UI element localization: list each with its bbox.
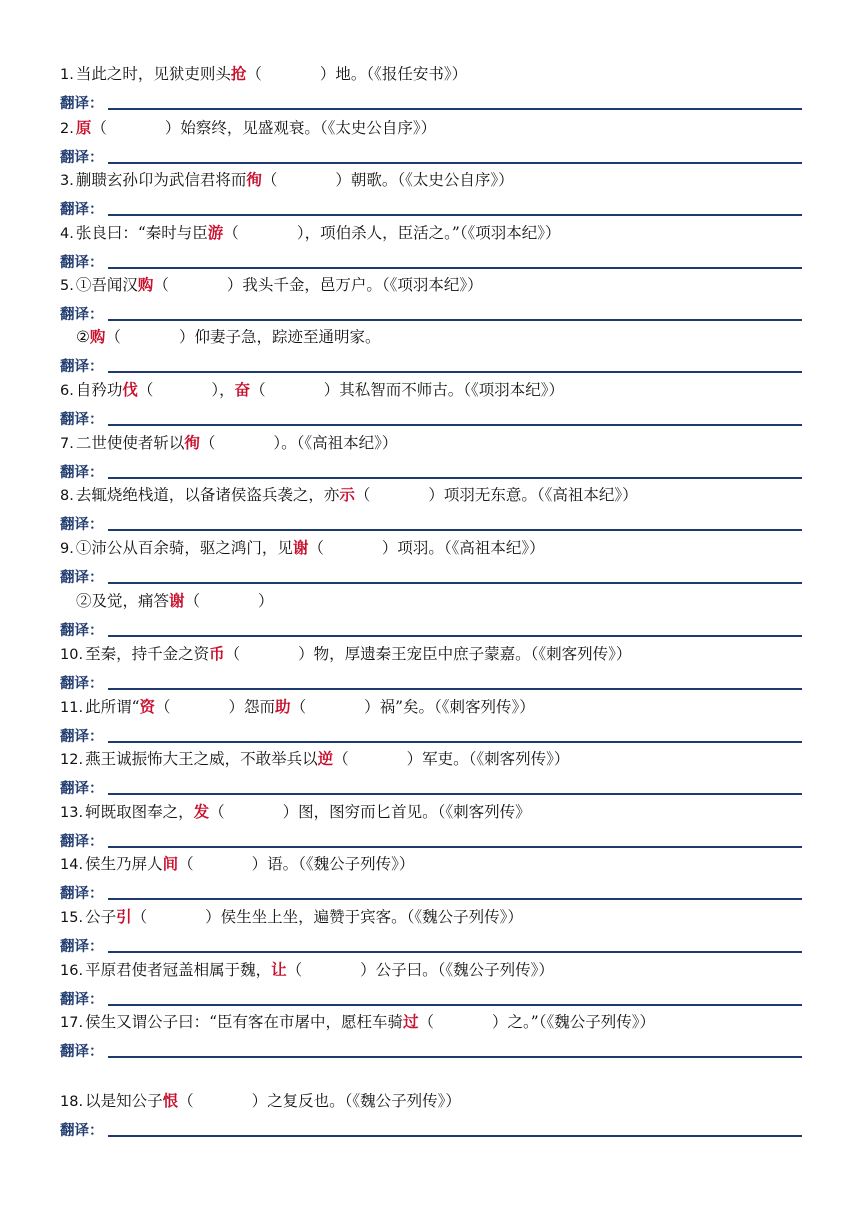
question-text: 轲既取图奉之，: [85, 803, 194, 821]
translation-line: [60, 932, 802, 958]
translation-answer-line[interactable]: [108, 371, 803, 373]
question-text: ②及觉，痛答: [76, 592, 170, 610]
question-line: [76, 324, 802, 350]
translation-label: 翻译：: [60, 729, 104, 745]
blank-open-paren: （: [178, 1092, 194, 1110]
question-source: ）仰妻子急，踪迹至通明家。: [178, 328, 381, 346]
translation-answer-line[interactable]: [108, 688, 803, 690]
translation-answer-line[interactable]: [108, 162, 803, 164]
keyword: 购: [89, 327, 106, 346]
blank-open-paren: （: [308, 539, 324, 557]
blank-open-paren: （: [224, 645, 241, 663]
translation-label: 翻译：: [60, 465, 104, 481]
translation-answer-line[interactable]: [108, 424, 803, 426]
blank-open-paren: （: [184, 592, 201, 610]
question-line: [60, 746, 802, 772]
blank-open-paren: （: [418, 1013, 435, 1031]
translation-label: 翻译：: [60, 939, 104, 955]
question-line: [60, 482, 802, 508]
question-number: 7.: [60, 436, 74, 452]
keyword: 过: [403, 1012, 419, 1031]
keyword: 谢: [169, 591, 185, 610]
question-line: [60, 220, 802, 246]
translation-label: 翻译：: [60, 676, 104, 692]
question-number: 8.: [60, 488, 74, 504]
translation-line: [60, 722, 802, 748]
keyword: 逆: [317, 749, 334, 768]
question-text: ①吾闻汉: [75, 276, 138, 294]
blank-open-paren: （: [290, 698, 307, 716]
question-line: [76, 588, 802, 614]
question-text: ②: [76, 328, 90, 346]
translation-answer-line[interactable]: [108, 582, 803, 584]
question-number: 4.: [60, 226, 74, 242]
translation-label: 翻译：: [60, 886, 104, 902]
keyword: 引: [116, 907, 132, 926]
keyword: 谢: [292, 538, 309, 557]
translation-label: 翻译：: [60, 781, 104, 797]
question-number: 15.: [60, 910, 84, 926]
translation-label: 翻译：: [60, 202, 104, 218]
blank-open-paren: （: [155, 698, 171, 716]
question-source: ）我头千金，邑万户。（《项羽本纪》）: [226, 276, 483, 294]
keyword: 奋: [234, 380, 251, 399]
translation-line: [60, 143, 802, 169]
question-number: 2.: [60, 121, 74, 137]
translation-line: [60, 248, 802, 274]
question-text: 至秦，持千金之资: [85, 645, 210, 663]
question-text: ）怨而: [228, 698, 276, 716]
question-text: 张良曰：“秦时与臣: [75, 224, 208, 242]
translation-answer-line[interactable]: [108, 846, 803, 848]
question-text: 自矜功: [75, 381, 123, 399]
keyword: 抢: [230, 64, 247, 83]
blank-open-paren: （: [137, 381, 154, 399]
question-source: ）朝歌。（《太史公自序》）: [335, 171, 514, 189]
blank-open-paren: （: [105, 328, 121, 346]
blank-open-paren: （: [209, 803, 225, 821]
question-line: [60, 430, 802, 456]
question-source: ）。（《高祖本纪》）: [273, 434, 398, 452]
translation-line: [60, 195, 802, 221]
translation-label: 翻译：: [60, 412, 104, 428]
translation-line: [60, 827, 802, 853]
translation-answer-line[interactable]: [108, 267, 803, 269]
translation-line: [60, 1037, 802, 1063]
translation-label: 翻译：: [60, 1044, 104, 1060]
question-number: 3.: [60, 173, 74, 189]
keyword: 徇: [184, 433, 200, 452]
question-text: 侯生又谓公子曰：“臣有客在市屠中，愿枉车骑: [85, 1013, 403, 1031]
question-number: 9.: [60, 541, 74, 557]
question-text: 侯生乃屏人: [85, 855, 163, 873]
question-text: ），: [211, 381, 235, 399]
blank-open-paren: （: [223, 224, 239, 242]
keyword: 间: [162, 854, 179, 873]
question-line: [60, 851, 802, 877]
translation-line: [60, 669, 802, 695]
question-number: 1.: [60, 67, 74, 83]
translation-label: 翻译：: [60, 255, 104, 271]
keyword: 示: [339, 485, 355, 504]
blank-open-paren: （: [153, 276, 169, 294]
question-source: ）物，厚遗秦王宠臣中庶子蒙嘉。（《刺客列传》）: [298, 645, 632, 663]
question-line: [60, 272, 802, 298]
translation-label: 翻译：: [60, 359, 104, 375]
question-source: ）军吏。（《刺客列传》）: [406, 750, 570, 768]
question-text: 当此之时，见狱吏则头: [75, 65, 231, 83]
question-source: ）公子曰。（《魏公子列传》）: [360, 961, 554, 979]
question-line: [60, 904, 802, 930]
question-line: [60, 535, 802, 561]
question-text: 公子: [85, 908, 117, 926]
question-text: 平原君使者冠盖相属于魏，: [85, 961, 272, 979]
keyword: 助: [275, 697, 291, 716]
translation-label: 翻译：: [60, 623, 104, 639]
question-source: ）之复反也。（《魏公子列传》）: [251, 1092, 461, 1110]
translation-line: [60, 89, 802, 115]
translation-answer-line[interactable]: [108, 319, 803, 321]
translation-answer-line[interactable]: [108, 108, 803, 110]
question-text: ①沛公从百余骑，驱之鸿门，见: [75, 539, 293, 557]
translation-line: [60, 616, 802, 642]
translation-answer-line[interactable]: [108, 214, 803, 216]
blank-open-paren: （: [199, 434, 216, 452]
translation-answer-line[interactable]: [108, 1004, 803, 1006]
question-source: ）其私智而不师古。（《项羽本纪》）: [323, 381, 564, 399]
translation-label: 翻译：: [60, 570, 104, 586]
question-line: [60, 115, 802, 141]
translation-label: 翻译：: [60, 517, 104, 533]
translation-answer-line[interactable]: [108, 529, 803, 531]
question-line: [60, 641, 802, 667]
translation-answer-line[interactable]: [108, 1056, 803, 1058]
question-number: 18.: [60, 1094, 84, 1110]
translation-answer-line[interactable]: [108, 793, 803, 795]
question-number: 11.: [60, 700, 84, 716]
question-line: [60, 799, 802, 825]
keyword: 资: [139, 697, 156, 716]
question-source: ）图，图穷而匕首见。（《刺客列传》: [282, 803, 531, 821]
question-number: 12.: [60, 752, 84, 768]
translation-answer-line[interactable]: [108, 951, 803, 953]
question-number: 16.: [60, 963, 84, 979]
translation-line: [60, 405, 802, 431]
question-text: 二世使使者斩以: [75, 434, 185, 452]
blank-open-paren: （: [178, 855, 194, 873]
question-text: 燕王诚振怖大王之威，不敢举兵以: [85, 750, 318, 768]
blank-open-paren: （: [333, 750, 349, 768]
keyword: 游: [207, 223, 224, 242]
question-source: ）之。”（《魏公子列传》）: [492, 1013, 655, 1031]
question-source: ）项羽。（《高祖本纪》）: [381, 539, 545, 557]
question-source: ）地。（《报任安书》）: [319, 65, 468, 83]
question-source: ）语。（《魏公子列传》）: [251, 855, 415, 873]
question-line: [60, 167, 802, 193]
question-number: 17.: [60, 1015, 84, 1031]
question-number: 13.: [60, 805, 84, 821]
translation-label: 翻译：: [60, 307, 104, 323]
question-number: 5.: [60, 278, 74, 294]
question-source: ）侯生坐上坐，遍赞于宾客。（《魏公子列传》）: [205, 908, 523, 926]
blank-open-paren: （: [354, 486, 371, 504]
question-number: 10.: [60, 647, 84, 663]
translation-answer-line[interactable]: [108, 477, 803, 479]
blank-open-paren: （: [246, 65, 262, 83]
question-source: ）项羽无东意。（《高祖本纪》）: [428, 486, 638, 504]
question-number: 6.: [60, 383, 74, 399]
question-source: ）始察终，见盛观衰。（《太史公自序》）: [164, 119, 437, 137]
translation-line: [60, 510, 802, 536]
translation-line: [60, 563, 802, 589]
question-text: 去辄烧绝栈道，以备诸侯盗兵袭之，亦: [75, 486, 340, 504]
translation-line: [60, 879, 802, 905]
keyword: 徇: [246, 170, 262, 189]
blank-open-paren: （: [131, 908, 148, 926]
question-line: [60, 1009, 802, 1035]
translation-answer-line[interactable]: [108, 898, 803, 900]
question-text: 以是知公子: [85, 1092, 163, 1110]
question-line: [60, 377, 802, 403]
translation-line: [60, 300, 802, 326]
blank-open-paren: （: [91, 119, 107, 137]
question-text: 蒯聩玄孙卬为武信君将而: [75, 171, 247, 189]
blank-open-paren: （: [286, 961, 303, 979]
question-line: [60, 694, 802, 720]
keyword: 伐: [122, 380, 138, 399]
translation-answer-line[interactable]: [108, 635, 803, 637]
translation-label: 翻译：: [60, 150, 104, 166]
translation-label: 翻译：: [60, 96, 104, 112]
question-text: 此所谓“: [85, 698, 140, 716]
keyword: 发: [193, 802, 210, 821]
question-line: [60, 1088, 802, 1114]
question-line: [60, 957, 802, 983]
translation-line: [60, 458, 802, 484]
translation-line: [60, 1116, 802, 1142]
translation-answer-line[interactable]: [108, 1135, 803, 1137]
question-source: ）祸”矣。（《刺客列传》）: [364, 698, 535, 716]
question-source: ）: [258, 592, 274, 610]
keyword: 币: [209, 644, 225, 663]
question-source: ），项伯杀人，臣活之。”（《项羽本纪》）: [296, 224, 561, 242]
blank-open-paren: （: [250, 381, 266, 399]
translation-line: [60, 774, 802, 800]
translation-answer-line[interactable]: [108, 741, 803, 743]
translation-label: 翻译：: [60, 1123, 104, 1139]
keyword: 购: [137, 275, 154, 294]
keyword: 原: [75, 118, 92, 137]
question-number: 14.: [60, 857, 84, 873]
translation-line: [60, 352, 802, 378]
translation-label: 翻译：: [60, 834, 104, 850]
keyword: 恨: [162, 1091, 179, 1110]
translation-line: [60, 985, 802, 1011]
translation-label: 翻译：: [60, 992, 104, 1008]
question-line: [60, 61, 802, 87]
blank-open-paren: （: [261, 171, 278, 189]
keyword: 让: [271, 960, 287, 979]
